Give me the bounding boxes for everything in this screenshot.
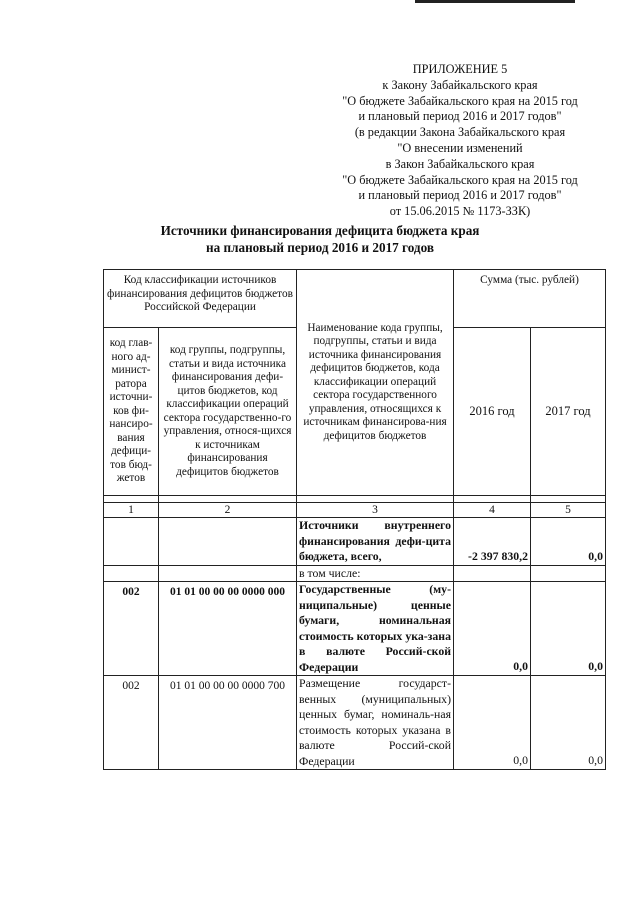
financing-table [103, 269, 606, 770]
title-line: Источники финансирования дефицита бюджета края [160, 223, 480, 238]
admin-code [104, 518, 159, 566]
amount-2017: 0,0 [531, 676, 606, 770]
header-group-code: код группы, подгруппы, статьи и вида источника финансирования дефи-цитов бюджетов, код классификации операций сектора государственно-го управления, относя-щихся к источникам финансирования дефицитов бюджетов [159, 328, 297, 496]
source-code [159, 518, 297, 566]
amount-2017 [531, 565, 606, 582]
amount-2017: 0,0 [531, 582, 606, 676]
column-number: 5 [531, 503, 606, 518]
header-classification-code: Код классификации источников финансирования дефицитов бюджетов Российской Федерации [104, 270, 297, 328]
document-title [60, 222, 580, 256]
header-year-2016: 2016 год [454, 328, 531, 496]
title-line: на плановый период 2016 и 2017 годов [206, 240, 434, 255]
source-name: Государственные (му-ниципальные) ценные бумаги, номинальная стоимость которых ука-зана в валюте Россий-ской Федерации [297, 582, 454, 676]
column-number: 3 [297, 503, 454, 518]
appendix-line: (в редакции Закона Забайкальского края [354, 125, 566, 140]
amount-2016 [454, 565, 531, 582]
spacer-row [104, 496, 606, 503]
appendix-line: и плановый период 2016 и 2017 годов" [358, 109, 562, 124]
header-admin-code: код глав-ного ад-минист-ратора источни-ков фи-нансиро-вания дефици-тов бюд-жетов [104, 328, 159, 496]
column-number: 4 [454, 503, 531, 518]
appendix-line: "О бюджете Забайкальского края на 2015 год [342, 93, 578, 108]
source-code [159, 565, 297, 582]
source-code: 01 01 00 00 00 0000 000 [159, 582, 297, 676]
admin-code: 002 [104, 582, 159, 676]
source-name: Размещение государст-венных (муниципальных) ценных бумаг, номиналь-ная стоимость которых указана в валюте Россий-ской Федерации [297, 676, 454, 770]
appendix-line: ПРИЛОЖЕНИЕ 5 [412, 62, 508, 76]
amount-2016: 0,0 [454, 582, 531, 676]
table-row [104, 518, 606, 566]
appendix-line: "О внесении изменений [397, 140, 523, 155]
admin-code [104, 565, 159, 582]
scan-mark [415, 0, 575, 3]
appendix-line: от 15.06.2015 № 1173-ЗЗК) [389, 204, 531, 219]
source-code: 01 01 00 00 00 0000 700 [159, 676, 297, 770]
table-row [104, 565, 606, 582]
source-name: в том числе: [297, 565, 454, 582]
table-row [104, 676, 606, 770]
amount-2017: 0,0 [531, 518, 606, 566]
amount-2016: -2 397 830,2 [454, 518, 531, 566]
column-number-row [104, 503, 606, 518]
admin-code: 002 [104, 676, 159, 770]
header-name: Наименование кода группы, подгруппы, статьи и вида источника финансирования дефицитов бюджетов, кода классификации операций сектора государственного управления, относящихся к источникам финансирова-ния дефицитов бюджетов [297, 270, 454, 496]
header-sum: Сумма (тыс. рублей) [454, 270, 606, 328]
appendix-line: к Закону Забайкальского края [382, 77, 538, 92]
appendix-line: и плановый период 2016 и 2017 годов" [358, 188, 562, 203]
appendix-header [250, 62, 640, 220]
table-row [104, 582, 606, 676]
appendix-line: в Закон Забайкальского края [385, 156, 535, 171]
header-year-2017: 2017 год [531, 328, 606, 496]
column-number: 2 [159, 503, 297, 518]
column-number: 1 [104, 503, 159, 518]
amount-2016: 0,0 [454, 676, 531, 770]
appendix-line: "О бюджете Забайкальского края на 2015 год [342, 172, 578, 187]
source-name: Источники внутреннего финансирования дефи-цита бюджета, всего, [297, 518, 454, 566]
